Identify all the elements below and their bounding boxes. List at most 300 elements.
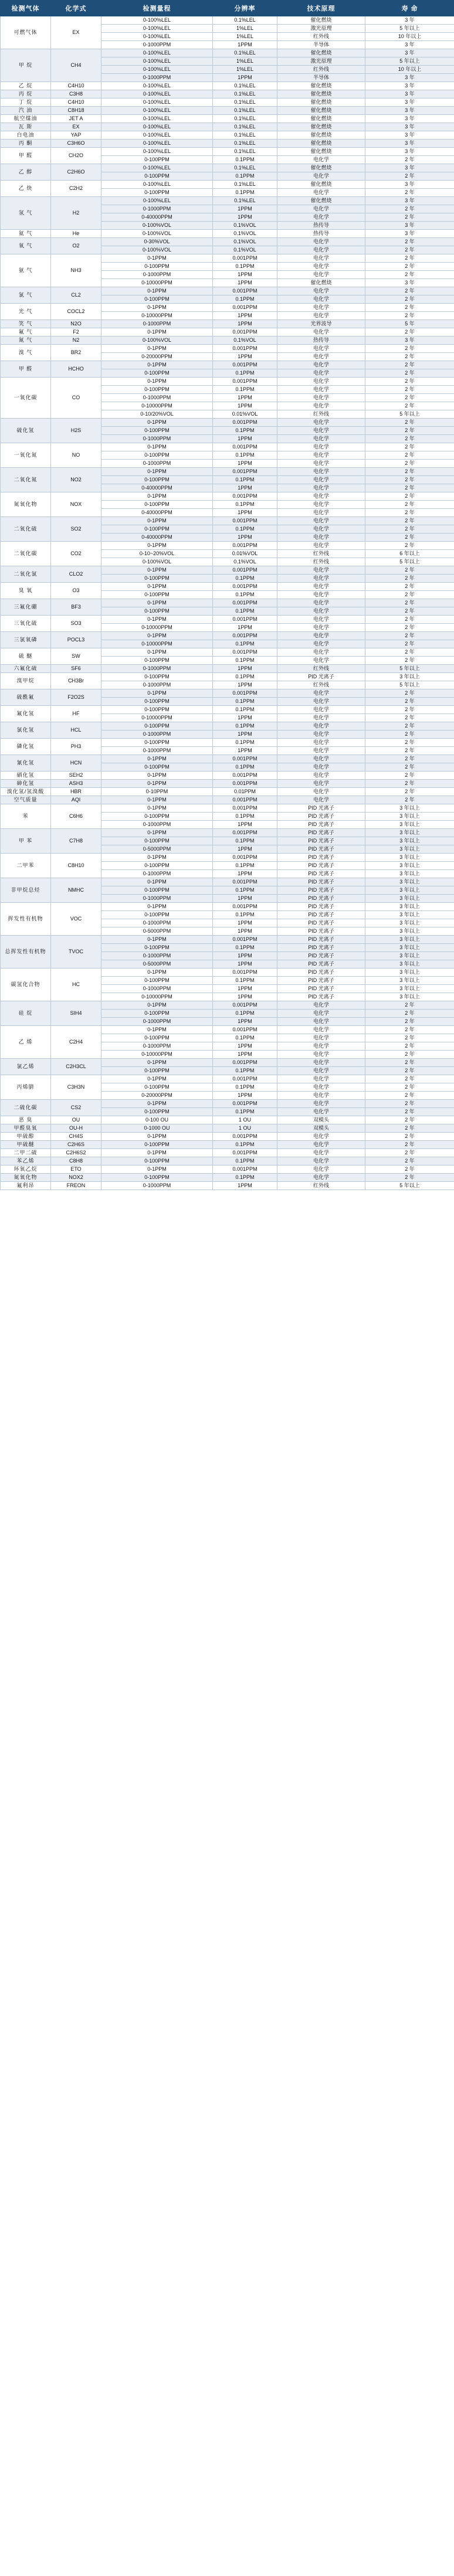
cell-range: 0-100PPM: [101, 837, 213, 845]
cell-gas-name: 氯化氢: [1, 722, 51, 739]
cell-resolution: 0.1PPM: [213, 911, 277, 919]
cell-technology: 红外线: [277, 66, 365, 74]
cell-range: 0-100%LEL: [101, 115, 213, 123]
table-row: [1, 361, 454, 369]
cell-resolution: 0.1PPM: [213, 427, 277, 435]
table-row: [1, 689, 454, 698]
cell-resolution: 1PPM: [213, 960, 277, 968]
cell-technology: 红外线: [277, 410, 365, 419]
cell-life: 2 年: [365, 616, 454, 624]
cell-resolution: 0.001PPM: [213, 689, 277, 698]
cell-resolution: 0.001PPM: [213, 878, 277, 886]
cell-formula: F2O2S: [51, 689, 101, 706]
cell-life: 2 年: [365, 1108, 454, 1116]
cell-formula: HF: [51, 706, 101, 722]
cell-range: 0-100PPM: [101, 813, 213, 821]
cell-technology: 电化学: [277, 632, 365, 640]
table-row: [1, 337, 454, 345]
cell-formula: HBR: [51, 788, 101, 796]
cell-range: 0-10000PPM: [101, 993, 213, 1001]
cell-resolution: 1PPM: [213, 747, 277, 755]
table-row: [1, 107, 454, 115]
cell-technology: PID 光离子: [277, 837, 365, 845]
cell-range: 0-5000PPM: [101, 960, 213, 968]
cell-resolution: 0.001PPM: [213, 328, 277, 337]
cell-life: 3 年: [365, 337, 454, 345]
cell-resolution: 1PPM: [213, 312, 277, 320]
cell-range: 0-40000PPM: [101, 509, 213, 517]
header-life: 寿 命: [365, 1, 454, 16]
cell-technology: 电化学: [277, 287, 365, 295]
cell-resolution: 0.1PPM: [213, 673, 277, 681]
cell-range: 0-10000PPM: [101, 402, 213, 410]
cell-formula: NOX: [51, 492, 101, 517]
cell-range: 0-1000PPM: [101, 821, 213, 829]
cell-life: 2 年: [365, 1001, 454, 1010]
cell-life: 2 年: [365, 591, 454, 599]
cell-life: 2 年: [365, 369, 454, 378]
cell-life: 6 年以上: [365, 550, 454, 558]
cell-technology: 电化学: [277, 1157, 365, 1165]
cell-gas-name: 汽 油: [1, 107, 51, 115]
cell-technology: 热传导: [277, 230, 365, 238]
cell-gas-name: 二甲二硫: [1, 1149, 51, 1157]
cell-resolution: 1PPM: [213, 952, 277, 960]
cell-life: 2 年: [365, 427, 454, 435]
cell-gas-name: 碳氢化合物: [1, 968, 51, 1001]
cell-technology: 电化学: [277, 624, 365, 632]
cell-technology: 电化学: [277, 189, 365, 197]
cell-formula: PH3: [51, 739, 101, 755]
cell-resolution: 0.001PPM: [213, 287, 277, 295]
cell-formula: C4H10: [51, 98, 101, 107]
cell-range: 0-20000PPM: [101, 353, 213, 361]
cell-life: 3 年以上: [365, 829, 454, 837]
cell-range: 0-1PPM: [101, 468, 213, 476]
table-row: [1, 98, 454, 107]
cell-technology: 电化学: [277, 575, 365, 583]
cell-life: 3 年以上: [365, 804, 454, 813]
cell-range: 0-1PPM: [101, 599, 213, 607]
table-row: [1, 90, 454, 98]
cell-gas-name: 乙 醇: [1, 164, 51, 181]
cell-life: 2 年: [365, 484, 454, 492]
cell-resolution: 0.1PPM: [213, 591, 277, 599]
cell-range: 0-100PPM: [101, 673, 213, 681]
cell-life: 3 年: [365, 131, 454, 140]
cell-gas-name: 甲硫醚: [1, 1141, 51, 1149]
cell-life: 3 年以上: [365, 993, 454, 1001]
cell-technology: 电化学: [277, 304, 365, 312]
cell-resolution: 0.001PPM: [213, 419, 277, 427]
cell-range: 0-100%LEL: [101, 148, 213, 156]
cell-range: 0-100PPM: [101, 706, 213, 714]
cell-life: 3 年以上: [365, 821, 454, 829]
cell-technology: 半导体: [277, 41, 365, 49]
cell-gas-name: 恶 臭: [1, 1116, 51, 1124]
cell-formula: N2: [51, 337, 101, 345]
cell-gas-name: 甲 醛: [1, 148, 51, 164]
cell-gas-name: 溴化氢/氢溴酸: [1, 788, 51, 796]
table-row: [1, 1124, 454, 1133]
cell-technology: 电化学: [277, 525, 365, 533]
header-gas: 检测气体: [1, 1, 51, 16]
cell-life: 3 年以上: [365, 960, 454, 968]
cell-resolution: 1PPM: [213, 402, 277, 410]
cell-technology: 电化学: [277, 755, 365, 763]
cell-resolution: 0.001PPM: [213, 1133, 277, 1141]
cell-gas-name: 航空煤油: [1, 115, 51, 123]
cell-life: 2 年: [365, 772, 454, 780]
table-row: [1, 304, 454, 312]
cell-life: 2 年: [365, 788, 454, 796]
cell-resolution: 1PPM: [213, 845, 277, 854]
cell-range: 0-1PPM: [101, 648, 213, 657]
cell-formula: CH3Br: [51, 673, 101, 689]
cell-resolution: 0.1%VOL: [213, 222, 277, 230]
cell-range: 0-1000PPM: [101, 747, 213, 755]
cell-life: 2 年: [365, 739, 454, 747]
cell-range: 0-1PPM: [101, 361, 213, 369]
cell-range: 0-100PPM: [101, 591, 213, 599]
cell-technology: PID 光离子: [277, 845, 365, 854]
cell-technology: PID 光离子: [277, 968, 365, 977]
cell-resolution: 0.1%LEL: [213, 123, 277, 131]
cell-resolution: 0.001PPM: [213, 1026, 277, 1034]
cell-technology: PID 光离子: [277, 993, 365, 1001]
table-row: [1, 320, 454, 328]
cell-life: 2 年: [365, 501, 454, 509]
cell-resolution: 0.001PPM: [213, 829, 277, 837]
cell-life: 2 年: [365, 312, 454, 320]
table-row: [1, 1116, 454, 1124]
cell-resolution: 0.1PPM: [213, 386, 277, 394]
cell-life: 3 年: [365, 90, 454, 98]
cell-formula: CH4: [51, 49, 101, 82]
cell-life: 2 年: [365, 583, 454, 591]
cell-life: 3 年以上: [365, 936, 454, 944]
cell-technology: PID 光离子: [277, 886, 365, 895]
cell-resolution: 1PPM: [213, 870, 277, 878]
cell-formula: C2H6S: [51, 1141, 101, 1149]
cell-range: 0-100PPM: [101, 977, 213, 985]
table-row: [1, 648, 454, 657]
cell-resolution: 0.1%LEL: [213, 197, 277, 205]
cell-life: 10 年以上: [365, 33, 454, 41]
cell-technology: 电化学: [277, 1108, 365, 1116]
cell-formula: O3: [51, 583, 101, 599]
cell-formula: C2H4: [51, 1026, 101, 1059]
cell-technology: 热传导: [277, 337, 365, 345]
table-row: [1, 328, 454, 337]
table-row: [1, 542, 454, 550]
cell-formula: SO3: [51, 616, 101, 632]
table-row: [1, 164, 454, 172]
cell-resolution: 0.001PPM: [213, 1165, 277, 1174]
cell-technology: 催化燃烧: [277, 140, 365, 148]
cell-range: 0-1PPM: [101, 829, 213, 837]
cell-resolution: 1PPM: [213, 681, 277, 689]
cell-technology: 双模头: [277, 1124, 365, 1133]
cell-range: 0-100%LEL: [101, 140, 213, 148]
cell-formula: FREON: [51, 1182, 101, 1190]
cell-technology: 催化燃烧: [277, 123, 365, 131]
cell-life: 2 年: [365, 607, 454, 616]
cell-life: 2 年: [365, 1083, 454, 1092]
cell-resolution: 0.001PPM: [213, 968, 277, 977]
cell-technology: 催化燃烧: [277, 16, 365, 25]
cell-technology: 电化学: [277, 796, 365, 804]
cell-technology: PID 光离子: [277, 829, 365, 837]
cell-technology: 电化学: [277, 591, 365, 599]
cell-resolution: 1PPM: [213, 484, 277, 492]
cell-formula: O2: [51, 238, 101, 254]
cell-life: 2 年: [365, 271, 454, 279]
cell-gas-name: 硫化氢: [1, 419, 51, 443]
cell-technology: 电化学: [277, 517, 365, 525]
cell-technology: 电化学: [277, 747, 365, 755]
cell-gas-name: 非甲烷总烃: [1, 878, 51, 903]
cell-resolution: 0.1PPM: [213, 295, 277, 304]
cell-life: 3 年以上: [365, 944, 454, 952]
cell-technology: PID 光离子: [277, 854, 365, 862]
cell-range: 0-1PPM: [101, 903, 213, 911]
cell-resolution: 0.1PPM: [213, 451, 277, 460]
cell-life: 3 年以上: [365, 854, 454, 862]
cell-range: 0-5000PPM: [101, 845, 213, 854]
cell-technology: PID 光离子: [277, 919, 365, 927]
cell-technology: 电化学: [277, 533, 365, 542]
table-row: [1, 254, 454, 263]
cell-formula: EX: [51, 123, 101, 131]
cell-technology: 红外线: [277, 558, 365, 566]
cell-gas-name: 乙 炔: [1, 181, 51, 197]
cell-life: 2 年: [365, 599, 454, 607]
table-row: [1, 788, 454, 796]
cell-gas-name: 氟利昂: [1, 1182, 51, 1190]
cell-life: 3 年: [365, 16, 454, 25]
cell-formula: NO: [51, 443, 101, 468]
cell-gas-name: 臭 氧: [1, 583, 51, 599]
cell-resolution: 0.1PPM: [213, 476, 277, 484]
cell-resolution: 1PPM: [213, 895, 277, 903]
cell-technology: 催化燃烧: [277, 115, 365, 123]
table-row: [1, 419, 454, 427]
cell-technology: 电化学: [277, 542, 365, 550]
cell-resolution: 0.1%VOL: [213, 337, 277, 345]
cell-formula: F2: [51, 328, 101, 337]
cell-formula: YAP: [51, 131, 101, 140]
cell-gas-name: 氯乙烯: [1, 1059, 51, 1075]
cell-life: 3 年: [365, 197, 454, 205]
cell-life: 2 年: [365, 1100, 454, 1108]
cell-technology: 催化燃烧: [277, 49, 365, 57]
cell-range: 0-100 OU: [101, 1116, 213, 1124]
cell-resolution: 0.001PPM: [213, 542, 277, 550]
cell-life: 2 年: [365, 780, 454, 788]
cell-resolution: 1PPM: [213, 394, 277, 402]
cell-resolution: 0.001PPM: [213, 648, 277, 657]
table-row: [1, 772, 454, 780]
cell-range: 0-10000PPM: [101, 1051, 213, 1059]
cell-resolution: 0.001PPM: [213, 755, 277, 763]
header-range: 检测量程: [101, 1, 213, 16]
table-header-row: [1, 1, 454, 16]
cell-life: 2 年: [365, 1174, 454, 1182]
gas-spec-table: [0, 0, 454, 1190]
cell-technology: 电化学: [277, 698, 365, 706]
cell-life: 2 年: [365, 304, 454, 312]
cell-life: 2 年: [365, 353, 454, 361]
cell-resolution: 1PPM: [213, 714, 277, 722]
cell-resolution: 1 OU: [213, 1116, 277, 1124]
cell-life: 5 年以上: [365, 681, 454, 689]
cell-resolution: 0.1PPM: [213, 837, 277, 845]
cell-life: 2 年: [365, 378, 454, 386]
cell-range: 0-100PPM: [101, 295, 213, 304]
cell-technology: 电化学: [277, 1067, 365, 1075]
cell-technology: 电化学: [277, 484, 365, 492]
cell-life: 3 年以上: [365, 919, 454, 927]
cell-technology: PID 光离子: [277, 804, 365, 813]
cell-range: 0-100%LEL: [101, 82, 213, 90]
cell-gas-name: 甲 苯: [1, 829, 51, 854]
cell-technology: PID 光离子: [277, 903, 365, 911]
cell-gas-name: 二甲苯: [1, 854, 51, 878]
cell-life: 2 年: [365, 246, 454, 254]
cell-gas-name: 溴甲烷: [1, 673, 51, 689]
cell-range: 0-100PPM: [101, 189, 213, 197]
cell-technology: 红外线: [277, 33, 365, 41]
cell-technology: 电化学: [277, 451, 365, 460]
cell-resolution: 0.1%LEL: [213, 16, 277, 25]
cell-range: 0-100%VOL: [101, 222, 213, 230]
cell-technology: PID 光离子: [277, 936, 365, 944]
cell-formula: COCL2: [51, 304, 101, 320]
cell-resolution: 0.1PPM: [213, 607, 277, 616]
table-row: [1, 140, 454, 148]
cell-formula: CH4S: [51, 1133, 101, 1141]
cell-technology: 电化学: [277, 583, 365, 591]
cell-formula: BR2: [51, 345, 101, 361]
cell-technology: 电化学: [277, 1010, 365, 1018]
cell-life: 3 年: [365, 107, 454, 115]
cell-life: 2 年: [365, 1059, 454, 1067]
cell-technology: 电化学: [277, 263, 365, 271]
cell-gas-name: 氧 气: [1, 238, 51, 254]
cell-formula: NOX2: [51, 1174, 101, 1182]
cell-gas-name: 乙 烷: [1, 82, 51, 90]
cell-resolution: 0.1%LEL: [213, 107, 277, 115]
table-row: [1, 780, 454, 788]
cell-technology: 电化学: [277, 312, 365, 320]
cell-life: 2 年: [365, 213, 454, 222]
cell-technology: 电化学: [277, 1042, 365, 1051]
table-row: [1, 1141, 454, 1149]
cell-gas-name: 氨 气: [1, 254, 51, 287]
cell-technology: 电化学: [277, 271, 365, 279]
cell-technology: 电化学: [277, 254, 365, 263]
cell-technology: 催化燃烧: [277, 98, 365, 107]
cell-life: 2 年: [365, 1149, 454, 1157]
cell-range: 0-100PPM: [101, 427, 213, 435]
cell-range: 0-100%LEL: [101, 197, 213, 205]
cell-resolution: 0.001PPM: [213, 1075, 277, 1083]
cell-life: 2 年: [365, 460, 454, 468]
cell-range: 0-1000PPM: [101, 460, 213, 468]
cell-formula: N2O: [51, 320, 101, 328]
cell-range: 0-1000PPM: [101, 1042, 213, 1051]
cell-range: 0-40000PPM: [101, 533, 213, 542]
cell-resolution: 0.1PPM: [213, 944, 277, 952]
cell-resolution: 1PPM: [213, 533, 277, 542]
cell-life: 2 年: [365, 419, 454, 427]
cell-resolution: 0.1PPM: [213, 862, 277, 870]
cell-technology: 电化学: [277, 706, 365, 714]
cell-formula: HCN: [51, 755, 101, 772]
cell-range: 0-1000PPM: [101, 1018, 213, 1026]
cell-technology: 电化学: [277, 772, 365, 780]
cell-range: 0-100%VOL: [101, 337, 213, 345]
cell-resolution: 1PPM: [213, 353, 277, 361]
cell-range: 0-100PPM: [101, 862, 213, 870]
cell-technology: 电化学: [277, 213, 365, 222]
cell-range: 0-1PPM: [101, 772, 213, 780]
cell-resolution: 0.1PPM: [213, 1067, 277, 1075]
cell-gas-name: 挥发性有机物: [1, 903, 51, 936]
cell-technology: 电化学: [277, 1001, 365, 1010]
cell-range: 0-1PPM: [101, 1100, 213, 1108]
cell-resolution: 0.1PPM: [213, 977, 277, 985]
cell-range: 0-1PPM: [101, 328, 213, 337]
cell-life: 2 年: [365, 295, 454, 304]
cell-technology: 电化学: [277, 1059, 365, 1067]
cell-technology: 电化学: [277, 763, 365, 772]
cell-range: 0-1PPM: [101, 936, 213, 944]
cell-technology: 催化燃烧: [277, 131, 365, 140]
cell-range: 0-1PPM: [101, 1165, 213, 1174]
cell-formula: C3H6O: [51, 140, 101, 148]
cell-resolution: 0.1%VOL: [213, 246, 277, 254]
table-row: [1, 566, 454, 575]
cell-life: 3 年: [365, 49, 454, 57]
cell-life: 3 年以上: [365, 813, 454, 821]
cell-technology: 电化学: [277, 386, 365, 394]
cell-range: 0-1PPM: [101, 583, 213, 591]
table-row: [1, 468, 454, 476]
cell-life: 2 年: [365, 525, 454, 533]
table-row: [1, 854, 454, 862]
cell-range: 0-1PPM: [101, 566, 213, 575]
cell-formula: VOC: [51, 903, 101, 936]
cell-resolution: 0.1PPM: [213, 706, 277, 714]
cell-resolution: 0.001PPM: [213, 566, 277, 575]
cell-resolution: 0.001PPM: [213, 361, 277, 369]
cell-life: 2 年: [365, 1165, 454, 1174]
cell-life: 2 年: [365, 1067, 454, 1075]
cell-formula: C3H3N: [51, 1075, 101, 1100]
cell-technology: PID 光离子: [277, 821, 365, 829]
cell-gas-name: 硅 烷: [1, 1001, 51, 1026]
cell-technology: 半导体: [277, 74, 365, 82]
cell-gas-name: 氟化氢: [1, 706, 51, 722]
cell-range: 0-100%VOL: [101, 558, 213, 566]
cell-resolution: 0.1PPM: [213, 575, 277, 583]
header-technology: 技术原理: [277, 1, 365, 16]
cell-range: 0-1PPM: [101, 1149, 213, 1157]
cell-range: 0-100%LEL: [101, 131, 213, 140]
cell-life: 2 年: [365, 1010, 454, 1018]
